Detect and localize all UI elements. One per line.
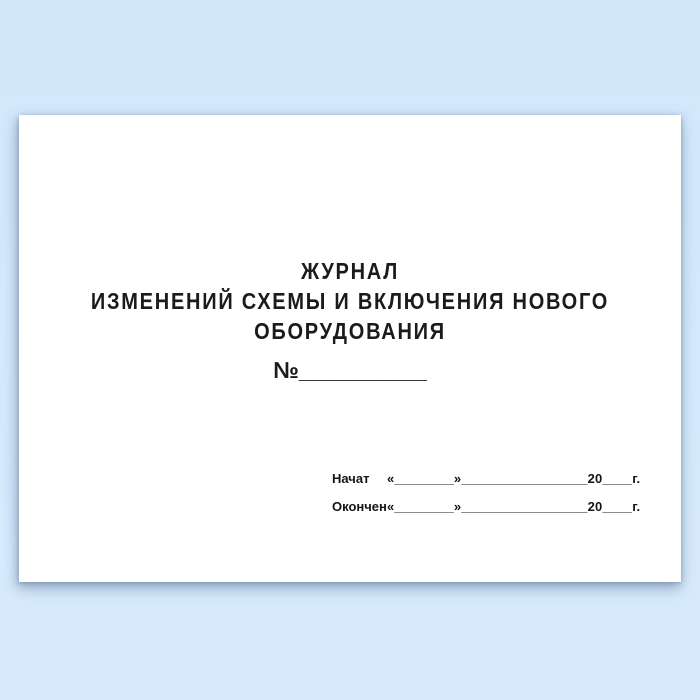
journal-title-line-2: ИЗМЕНЕНИЙ СХЕМЫ И ВКЛЮЧЕНИЯ НОВОГО bbox=[90, 288, 610, 314]
date-started-blank: «________»_________________20____г. bbox=[387, 471, 641, 486]
journal-title-line-1: ЖУРНАЛ bbox=[300, 258, 400, 284]
journal-cover-page bbox=[19, 115, 681, 582]
journal-title-line-3: ОБОРУДОВАНИЯ bbox=[254, 318, 446, 344]
journal-number-line bbox=[19, 357, 681, 383]
date-finished-blank: «________»_________________20____г. bbox=[387, 499, 641, 514]
journal-title bbox=[62, 256, 638, 346]
journal-dates bbox=[332, 470, 640, 526]
date-started-row bbox=[332, 470, 640, 488]
journal-number-blank: №__________ bbox=[273, 357, 427, 383]
date-started-label: Начат bbox=[332, 471, 370, 486]
date-finished-row bbox=[332, 498, 640, 516]
date-finished-label: Окончен bbox=[332, 499, 387, 514]
